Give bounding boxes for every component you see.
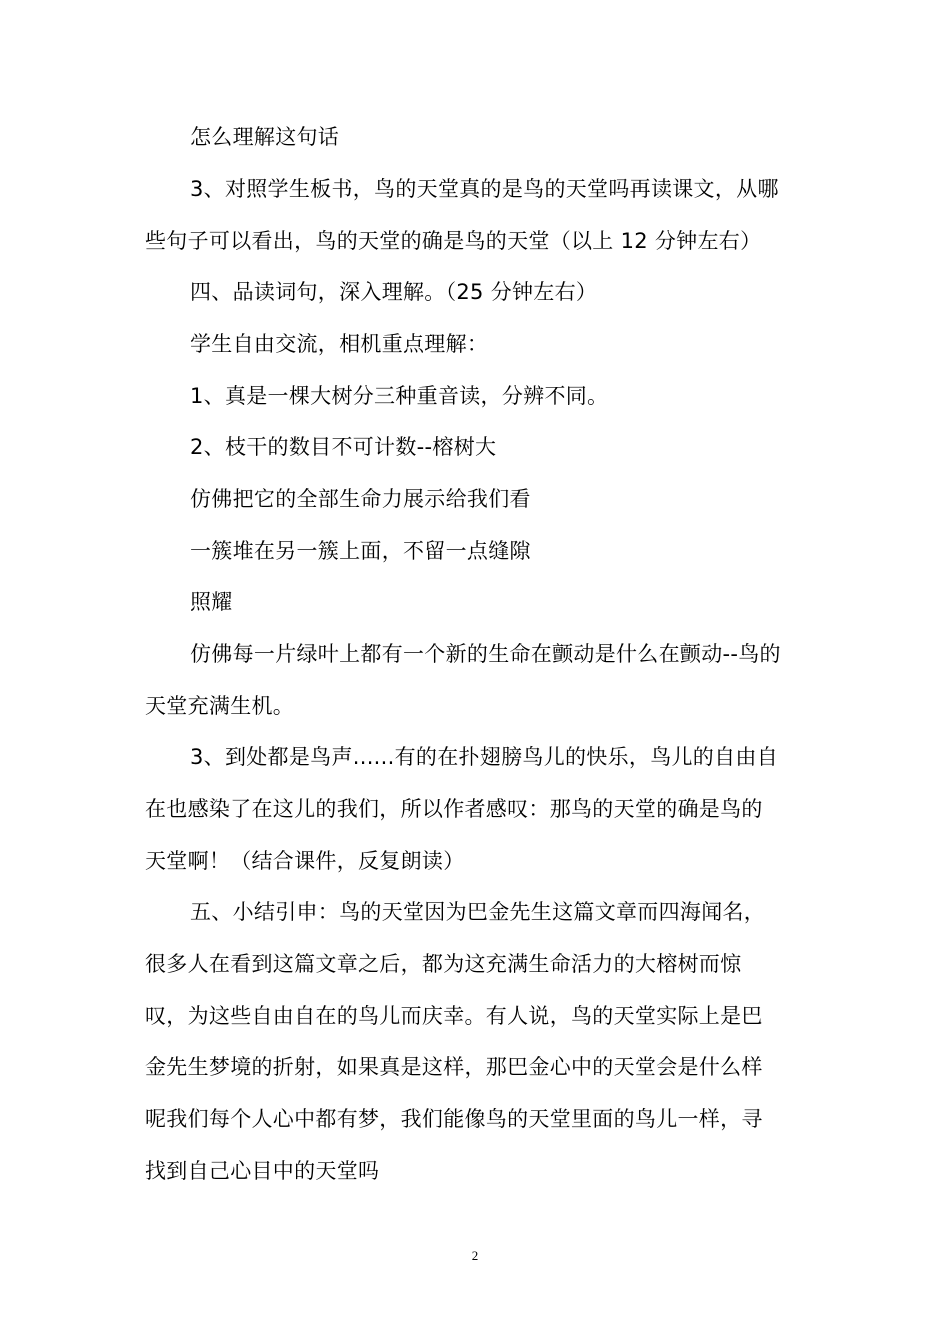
text-line-summary-part3: 叹，为这些自由自在的鸟儿而庆幸。有人说，鸟的天堂实际上是巴	[145, 1004, 763, 1028]
list-item-1: 1、真是一棵大树分三种重音读，分辨不同。	[190, 384, 609, 408]
text-line-shine: 照耀	[190, 590, 233, 614]
text-line-summary-part2: 很多人在看到这篇文章之后，都为这充满生命活力的大榕树而惊	[145, 952, 742, 976]
list-item-3-part3: 天堂啊！（结合课件，反复朗读）	[145, 849, 465, 873]
text-line-discussion: 学生自由交流，相机重点理解：	[190, 332, 489, 356]
text-line-step3-part2: 些句子可以看出，鸟的天堂的确是鸟的天堂（以上 12 分钟左右）	[145, 229, 762, 253]
text-line-summary-part6: 找到自己心目中的天堂吗	[145, 1159, 380, 1183]
section-heading-four: 四、品读词句，深入理解。（25 分钟左右）	[190, 280, 598, 304]
list-item-2: 2、枝干的数目不可计数--榕树大	[190, 435, 497, 459]
list-item-3-part1: 3、到处都是鸟声......有的在扑翅膀鸟儿的快乐，鸟儿的自由自	[190, 745, 779, 769]
text-line-vitality: 仿佛把它的全部生命力展示给我们看	[190, 487, 531, 511]
text-line-clusters: 一簇堆在另一簇上面，不留一点缝隙	[190, 539, 531, 563]
text-line-step3-part1: 3、对照学生板书，鸟的天堂真的是鸟的天堂吗再读课文，从哪	[190, 177, 779, 201]
text-line-leaves-part1: 仿佛每一片绿叶上都有一个新的生命在颤动是什么在颤动--鸟的	[190, 642, 781, 666]
text-line-question: 怎么理解这句话	[190, 125, 340, 149]
text-line-leaves-part2: 天堂充满生机。	[145, 694, 295, 718]
text-line-summary-part5: 呢我们每个人心中都有梦，我们能像鸟的天堂里面的鸟儿一样，寻	[145, 1107, 763, 1131]
section-heading-five: 五、小结引申：鸟的天堂因为巴金先生这篇文章而四海闻名，	[190, 900, 766, 924]
text-line-summary-part4: 金先生梦境的折射，如果真是这样，那巴金心中的天堂会是什么样	[145, 1055, 763, 1079]
page-number: 2	[471, 1248, 479, 1263]
list-item-3-part2: 在也感染了在这儿的我们，所以作者感叹：那鸟的天堂的确是鸟的	[145, 797, 763, 821]
